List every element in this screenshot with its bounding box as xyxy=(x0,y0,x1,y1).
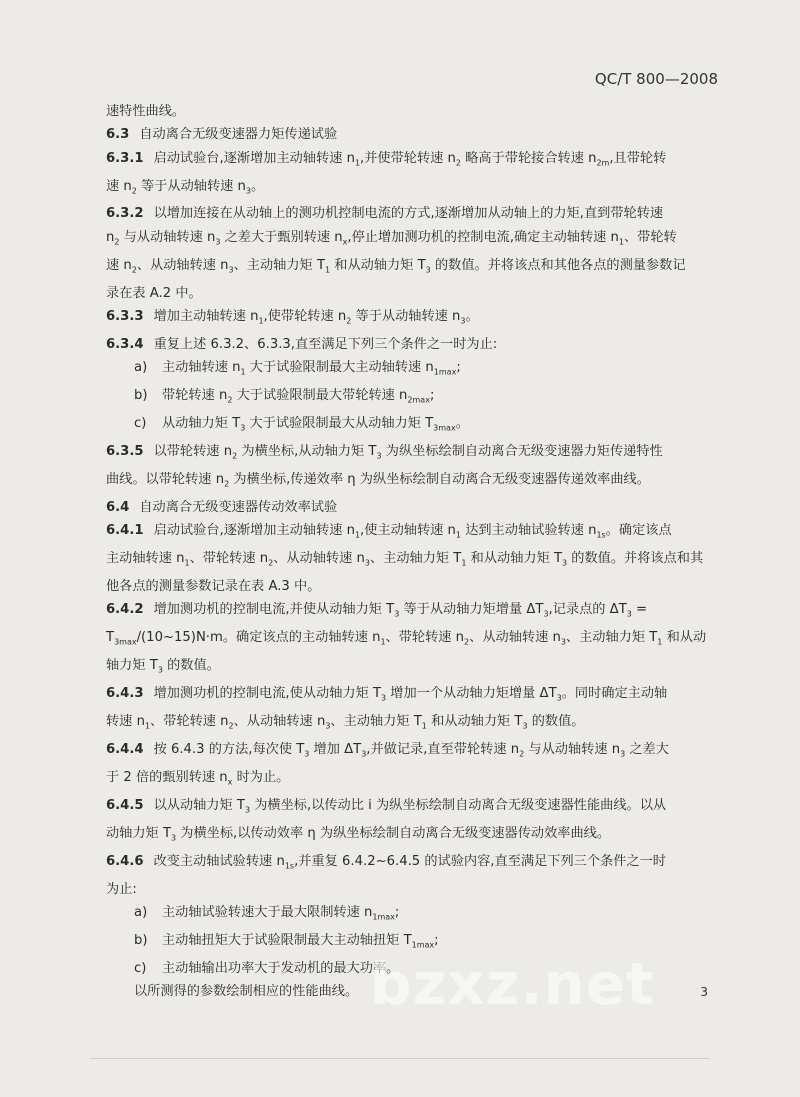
clause-6-4-4: 6.4.4 按 6.4.3 的方法,每次使 $T_3$ 增加 $\Delta T_3$,并做记录,直至带轮转速 $n_2$ 与从动轴转速 $n_3$ 之差大 于 2 倍的甄别转速 $n_x$ 时为止。 xyxy=(106,742,669,787)
section-6-3-heading: 6.3 自动离合无级变速器力矩传递试验 xyxy=(106,127,338,143)
list-item: b) 主动轴扭矩大于试验限制最大主动轴扭矩 $T_{1max}$; xyxy=(134,932,439,950)
list-item: c) 主动轴输出功率大于发动机的最大功率。 xyxy=(134,960,400,976)
list-item: c) 从动轴力矩 $T_3$ 大于试验限制最大从动轴力矩 $T_{3max}$。 xyxy=(134,416,469,433)
closing-sentence: 以所测得的参数绘制相应的性能曲线。 xyxy=(134,984,359,1000)
clause-6-3-5: 6.3.5 以带轮转速 $n_2$ 为横坐标,从动轴力矩 $T_3$ 为纵坐标绘制自动离合无级变速器力矩传递特性 曲线。以带轮转速 $n_2$ 为横坐标,传递效率 η 为纵坐标绘制自动离合无级变速器传递效率曲线。 xyxy=(106,443,663,489)
clause-6-3-4: 6.3.4 重复上述 6.3.2、6.3.3,直至满足下列三个条件之一时为止: xyxy=(106,336,498,352)
clause-6-3-1: 6.3.1 启动试验台,逐渐增加主动轴转速 $n_1$,并使带轮转速 $n_2$ 略高于带轮接合转速 $n_{2m}$,且带轮转 速 $n_2$ 等于从动轴转速 $n_3$。 xyxy=(106,150,667,196)
clause-6-4-1: 6.4.1 启动试验台,逐渐增加主动轴转速 $n_1$,使主动轴转速 $n_1$ 达到主动轴试验转速 $n_{1s}$。确定该点 主动轴转速 $n_1$、带轮转速 $n_2$、从动轴转速 $n_3$、主动轴力矩 $T_1$ 和从动轴力矩 $T_3$ 的数值。并将该点和其 他各点的测量参数记录在表 A.3 中。 xyxy=(106,523,704,595)
clause-6-3-3: 6.3.3 增加主动轴转速 $n_1$,使带轮转速 $n_2$ 等于从动轴转速 $n_3$。 xyxy=(106,308,479,326)
clause-6-4-5: 6.4.5 以从动轴力矩 $T_3$ 为横坐标,以传动比 i 为纵坐标绘制自动离合无级变速器性能曲线。以从 动轴力矩 $T_3$ 为横坐标,以传动效率 η 为纵坐标绘制自动离合无级变速器传动效率曲线。 xyxy=(106,797,667,843)
document-body xyxy=(106,100,726,1003)
clause-6-4-3: 6.4.3 增加测功机的控制电流,使从动轴力矩 $T_3$ 增加一个从动轴力矩增量 $\Delta T_3$。同时确定主动轴 转速 $n_1$、带轮转速 $n_2$、从动轴转速 $n_3$、主动轴力矩 $T_1$ 和从动轴力矩 $T_3$ 的数值。 xyxy=(106,686,668,731)
watermark: bzxz.net xyxy=(370,950,655,1018)
page-number: 3 xyxy=(700,985,708,999)
page-bottom-divider xyxy=(90,1058,710,1059)
section-6-4-heading: 6.4 自动离合无级变速器传动效率试验 xyxy=(106,499,338,515)
list-item: a) 主动轴试验转速大于最大限制转速 $n_{1max}$; xyxy=(134,905,400,922)
clause-6-4-2: 6.4.2 增加测功机的控制电流,并使从动轴力矩 $T_3$ 等于从动轴力矩增量 $\Delta T_3$,记录点的 $\Delta T_3$ = $T_{3max}/(10\sim 15)N\cdot m$。确定该点的主动轴转速 $n_1$、带轮转速 $n_2$、从动轴转速 $n_3$、主动轴力矩 $T_1$ 和从动 轴力矩 $T_3$ 的数值。 xyxy=(106,602,707,675)
list-item: b) 带轮转速 $n_2$ 大于试验限制最大带轮转速 $n_{2max}$; xyxy=(134,388,435,405)
list-item: a) 主动轴转速 $n_1$ 大于试验限制最大主动轴转速 $n_{1max}$; xyxy=(134,360,461,377)
clause-6-3-2: 6.3.2 以增加连接在从动轴上的测功机控制电流的方式,逐渐增加从动轴上的力矩,直到带轮转速 $n_2$ 与从动轴转速 $n_3$ 之差大于甄别转速 $n_x$,停止增加测功机的控制电流,确定主动轴转速 $n_1$、带轮转 速 $n_2$、从动轴转速 $n_3$、主动轴力矩 $T_1$ 和从动轴力矩 $T_3$ 的数值。并将该点和其他各点的测量参数记 录在表 A.2 中。 xyxy=(106,206,686,301)
standard-code: QC/T 800—2008 xyxy=(594,70,718,88)
paragraph-continuation: 速特性曲线。 xyxy=(106,104,186,119)
clause-6-4-6: 6.4.6 改变主动轴试验转速 $n_{1s}$,并重复 6.4.2~6.4.5 的试验内容,直至满足下列三个条件之一时 为止: xyxy=(106,853,666,897)
